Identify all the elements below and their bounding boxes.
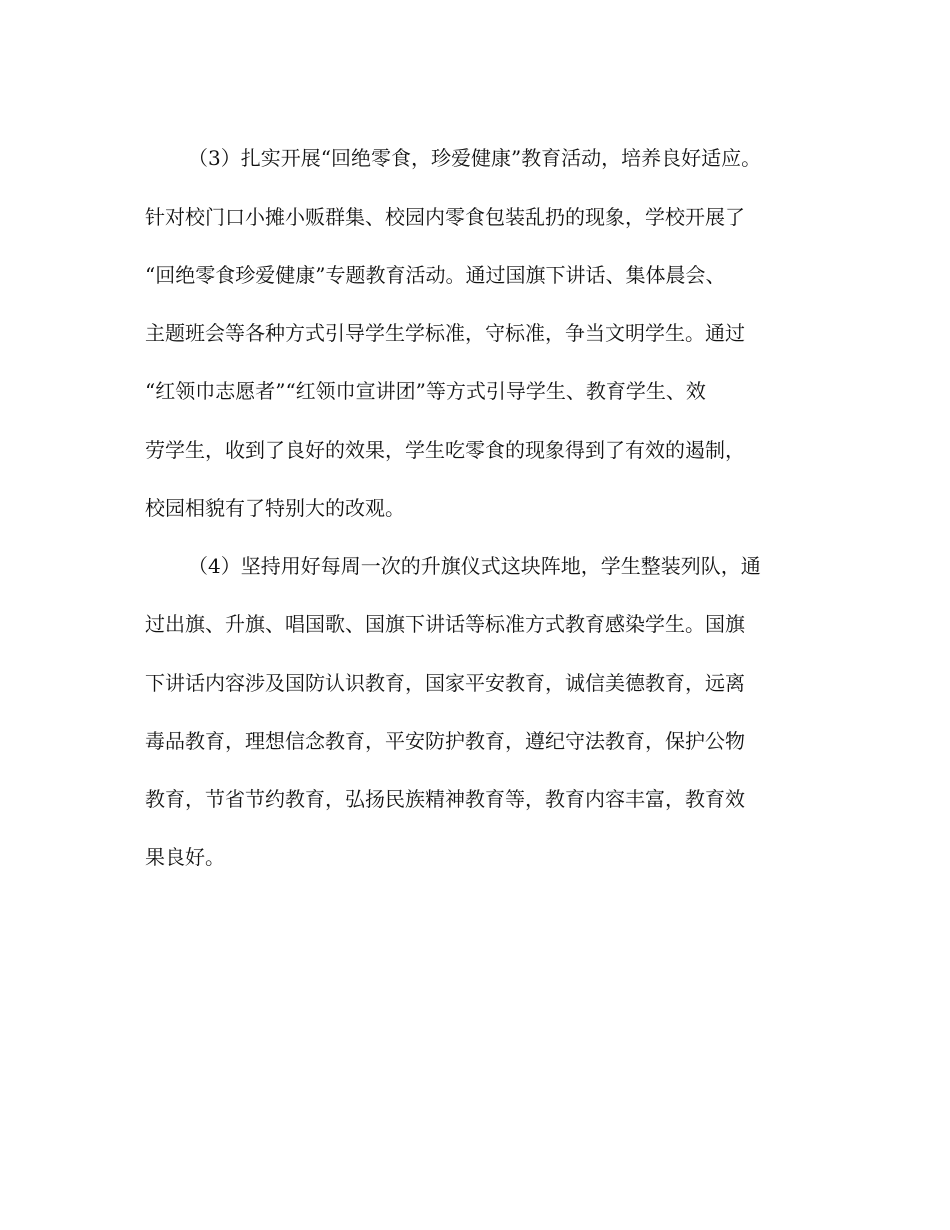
paragraph-4-line-5: 教育，节省节约教育，弘扬民族精神教育等，教育内容丰富，教育效 xyxy=(145,787,745,811)
paragraph-4-line-1: （4）坚持用好每周一次的升旗仪式这块阵地，学生整装列队，通 xyxy=(188,554,761,578)
paragraph-3-line-6: 劳学生，收到了良好的效果，学生吃零食的现象得到了有效的遏制， xyxy=(145,438,745,462)
paragraph-3-line-2: 针对校门口小摊小贩群集、校园内零食包装乱扔的现象，学校开展了 xyxy=(145,205,745,229)
paragraph-4-line-2: 过出旗、升旗、唱国歌、国旗下讲话等标准方式教育感染学生。国旗 xyxy=(145,612,745,636)
paragraph-3-line-7: 校园相貌有了特别大的改观。 xyxy=(145,496,405,520)
paragraph-3-line-1: （3）扎实开展“回绝零食，珍爱健康”教育活动，培养良好适应。 xyxy=(188,146,762,170)
paragraph-4-line-3: 下讲话内容涉及国防认识教育，国家平安教育，诚信美德教育，远离 xyxy=(145,671,745,695)
paragraph-3-line-5: “红领巾志愿者”“红领巾宣讲团”等方式引导学生、教育学生、效 xyxy=(145,379,706,403)
paragraph-3-line-3: “回绝零食珍爱健康”专题教育活动。通过国旗下讲话、集体晨会、 xyxy=(145,263,726,287)
paragraph-4-line-6: 果良好。 xyxy=(145,845,225,869)
paragraph-3-line-4: 主题班会等各种方式引导学生学标准，守标准，争当文明学生。通过 xyxy=(145,321,745,345)
paragraph-4-line-4: 毒品教育，理想信念教育，平安防护教育，遵纪守法教育，保护公物 xyxy=(145,729,745,753)
